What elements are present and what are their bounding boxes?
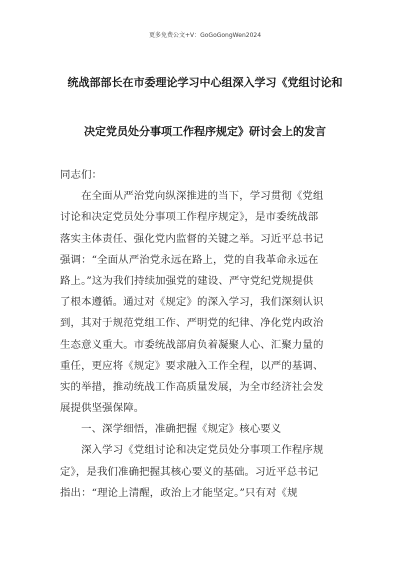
document-title-line-1: 统战部部长在市委理论学习中心组深入学习《党组讨论和	[67, 76, 343, 89]
body-line: 重任，更应将《规定》要求融入工作全程，以严的基调、	[60, 359, 324, 372]
body-line: 路上。”这为我们持续加强党的建设、严守党纪党规提供	[60, 274, 314, 287]
body-line: 生态意义重大。市委统战部肩负着凝聚人心、汇聚力量的	[60, 338, 324, 351]
salutation: 同志们：	[60, 169, 103, 181]
body-line: 讨论和决定党员处分事项工作程序规定》，是市委统战部	[60, 211, 319, 224]
body-line: 强调：“全面从严治党永远在路上，党的自我革命永远在	[60, 253, 319, 266]
section-heading: 一、深学细悟，准确把握《规定》核心要义	[60, 423, 282, 436]
body-line: 在全面从严治党向纵深推进的当下，学习贯彻《党组	[60, 190, 324, 203]
body-line: 了根本遵循。通过对《规定》的深入学习，我们深刻认识	[60, 296, 324, 309]
header-note: 更多免费公文+V：GoGoGongWen2024	[148, 32, 262, 39]
body-line: 定》，是我们准确把握其核心要义的基础。习近平总书记	[60, 465, 319, 478]
body-line: 落实主体责任、强化党内监督的关键之举。习近平总书记	[60, 232, 324, 245]
body-line: 到，其对于规范党组工作、严明党的纪律、净化党内政治	[60, 317, 324, 330]
body-line: 展提供坚强保障。	[60, 402, 145, 415]
document-title-line-2: 决定党员处分事项工作程序规定》研讨会上的发言	[84, 125, 326, 138]
body-line: 指出：“理论上清醒，政治上才能坚定。”只有对《规	[60, 486, 298, 499]
body-line: 深入学习《党组讨论和决定党员处分事项工作程序规	[60, 444, 324, 457]
document-body	[60, 165, 352, 504]
body-line: 实的举措，推动统战工作高质量发展，为全市经济社会发	[60, 380, 324, 393]
